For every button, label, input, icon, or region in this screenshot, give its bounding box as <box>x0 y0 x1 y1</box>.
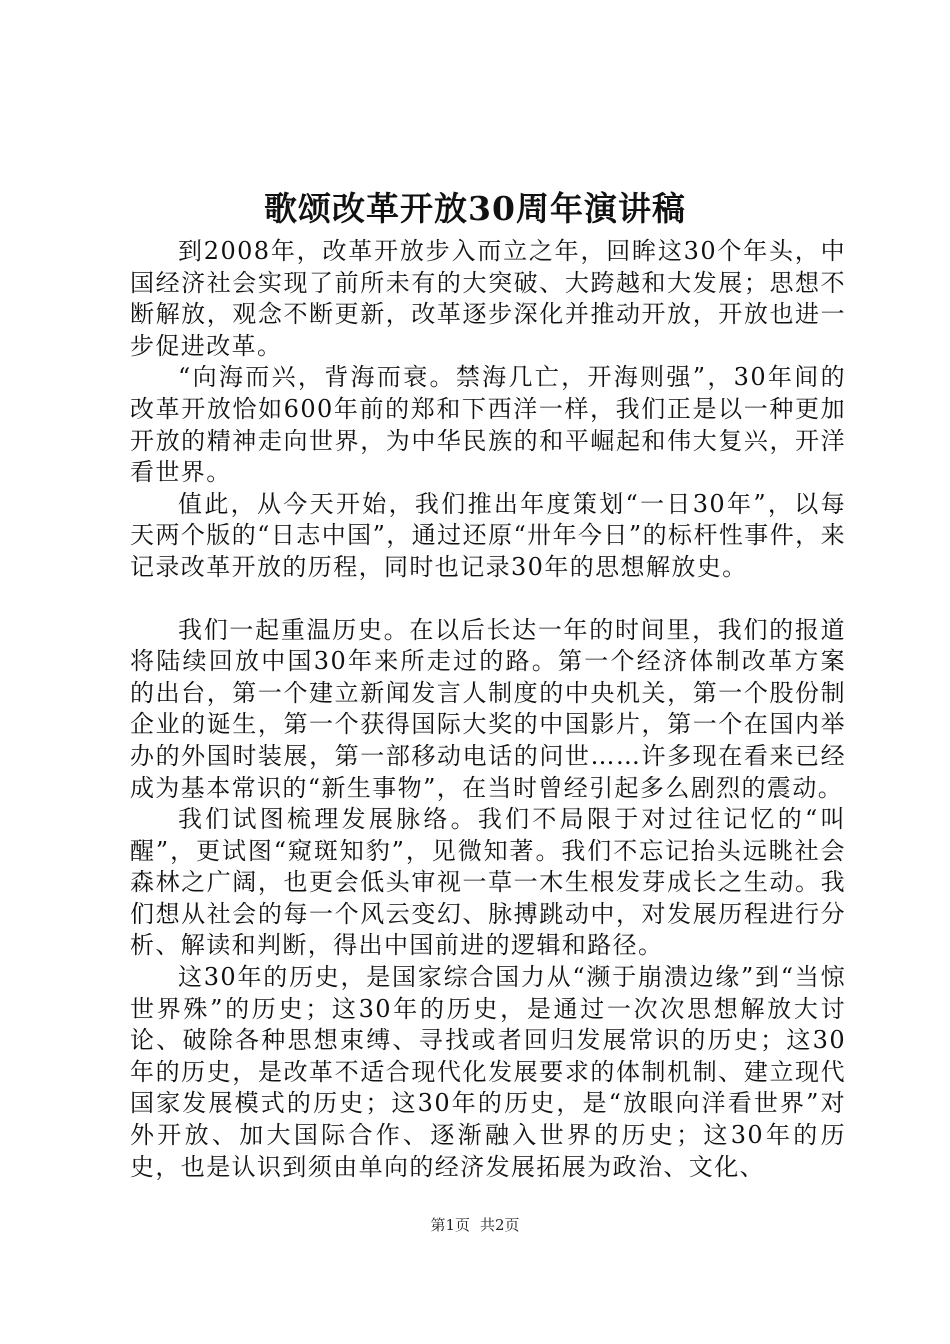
page-number: 第1页 <box>430 1216 470 1234</box>
page-total: 共2页 <box>480 1216 520 1234</box>
document-title: 歌颂改革开放30周年演讲稿 <box>264 189 686 228</box>
paragraph: “向海而兴，背海而衰。禁海几亡，开海则强”，30年间的改革开放恰如600年前的郑和下西洋一样，我们正是以一种更加开放的精神走向世界，为中华民族的和平崛起和伟大复兴，开洋看世界。 <box>130 363 846 487</box>
paragraph: 我们一起重温历史。在以后长达一年的时间里，我们的报道将陆续回放中国30年来所走过的路。第一个经济体制改革方案的出台，第一个建立新闻发言人制度的中央机关，第一个股份制企业的诞生，第一个获得国际大奖的中国影片，第一个在国内举办的外国时装展，第一部移动电话的问世……许多现在看来已经成为基本常识的“新生事物”，在当时曾经引起多么剧烈的震动。 <box>130 615 846 802</box>
paragraph: 到2008年，改革开放步入而立之年，回眸这30个年头，中国经济社会实现了前所未有的大突破、大跨越和大发展；思想不断解放，观念不断更新，改革逐步深化并推动开放，开放也进一步促进改革。 <box>130 237 846 360</box>
paragraph: 这30年的历史，是国家综合国力从“濒于崩溃边缘”到“当惊世界殊”的历史；这30年的历史，是通过一次次思想解放大讨论、破除各种思想束缚、寻找或者回归发展常识的历史；这30年的历史，是改革不适合现代化发展要求的体制机制、建立现代国家发展模式的历史；这30年的历史，是“放眼向洋看世界”对外开放、加大国际合作、逐渐融入世界的历史；这30年的历史，也是认识到须由单向的经济发展拓展为政治、文化、 <box>130 963 846 1181</box>
document-body <box>130 236 846 1183</box>
paragraph: 值此，从今天开始，我们推出年度策划“一日30年”，以每天两个版的“日志中国”，通过还原“卅年今日”的标杆性事件，来记录改革开放的历程，同时也记录30年的思想解放史。 <box>130 489 846 581</box>
paragraph: 我们试图梳理发展脉络。我们不局限于对过往记忆的“叫醒”，更试图“窥斑知豹”，见微知著。我们不忘记抬头远眺社会森林之广阔，也更会低头审视一草一木生根发芽成长之生动。我们想从社会的每一个风云变幻、脉搏跳动中，对发展历程进行分析、解读和判断，得出中国前进的逻辑和路径。 <box>130 805 846 960</box>
page-footer <box>0 1214 950 1236</box>
